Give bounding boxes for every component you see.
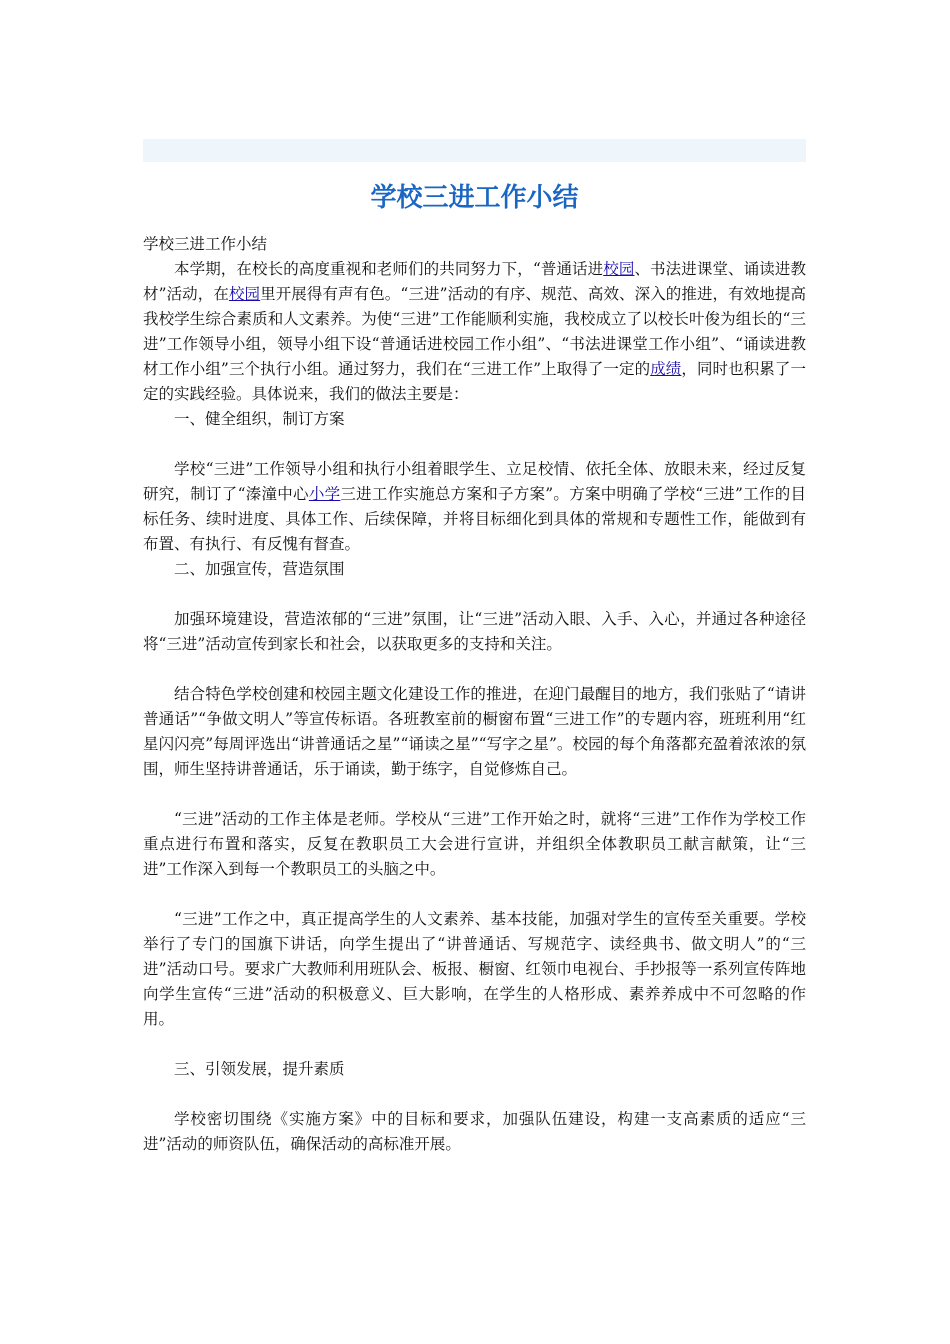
paragraph-slogans: 结合特色学校创建和校园主题文化建设工作的推进，在迎门最醒目的地方，我们张贴了“请讲普通话”“争做文明人”等宣传标语。各班教室前的橱窗布置“三进工作”的专题内容，班班利用“红星闪闪亮”每周评选出“讲普通话之星”“诵读之星”“写字之星”。校园的每个角落都充盈着浓浓的氛围，师生坚持讲普通话，乐于诵读，勤于练字，自觉修炼自己。 (143, 685, 806, 778)
link-campus[interactable]: 校园 (603, 260, 635, 278)
text-run: ，同时也积累了一定的实践经验。具体说来，我们的做法主要是： (143, 360, 806, 403)
text-run: 、书法进课堂、诵读进教材”活动，在 (143, 260, 806, 303)
text-run: 本学期，在校长的高度重视和老师们的共同努力下，“普通话进 (174, 260, 604, 278)
text-run: 学校“三进”工作领导小组和执行小组着眼学生、立足校情、依托全体、放眼未来，经过反复研究，制订了“溱潼中心 (143, 460, 806, 503)
text-run: 三进工作实施总方案和子方案”。方案中明确了学校“三进”工作的目标任务、续时进度、具体工作、后续保障，并将目标细化到具体的常规和专题性工作，能做到有布置、有执行、有反愧有督查。 (143, 485, 806, 553)
document-body (143, 232, 806, 1157)
paragraph-plan (143, 457, 806, 557)
link-achievements[interactable]: 成绩 (650, 360, 682, 378)
document-subtitle: 学校三进工作小结 (143, 235, 268, 253)
section-heading-3: 三、引领发展，提升素质 (174, 1060, 345, 1078)
link-primary-school[interactable]: 小学 (308, 485, 341, 503)
paragraph-staff-building: 学校密切围绕《实施方案》中的目标和要求，加强队伍建设，构建一支高素质的适应“三进”活动的师资队伍，确保活动的高标准开展。 (143, 1110, 806, 1153)
link-campus-2[interactable]: 校园 (228, 285, 261, 303)
paragraph-environment: 加强环境建设，营造浓郁的“三进”氛围，让“三进”活动入眼、入手、入心，并通过各种途径将“三进”活动宣传到家长和社会，以获取更多的支持和关注。 (143, 610, 806, 653)
section-heading-1: 一、健全组织，制订方案 (174, 410, 345, 428)
paragraph-teachers: “三进”活动的工作主体是老师。学校从“三进”工作开始之时，就将“三进”工作作为学校工作重点进行布置和落实，反复在教职员工大会进行宣讲，并组织全体教职员工献言献策，让“三进”工作深入到每一个教职员工的头脑之中。 (143, 810, 806, 878)
paragraph-intro (143, 257, 806, 407)
text-run: 里开展得有声有色。“三进”活动的有序、规范、高效、深入的推进，有效地提高我校学生综合素质和人文素养。为使“三进”工作能顺利实施，我校成立了以校长叶俊为组长的“三进”工作领导小组，领导小组下设“普通话进校园工作小组”、“书法进课堂工作小组”、“诵读进教材工作小组”三个执行小组。通过努力，我们在“三进工作”上取得了一定的 (143, 285, 806, 378)
section-heading-2: 二、加强宣传，营造氛围 (174, 560, 345, 578)
top-banner-bar (143, 139, 806, 162)
document-title: 学校三进工作小结 (370, 183, 579, 213)
paragraph-students: “三进”工作之中，真正提高学生的人文素养、基本技能，加强对学生的宣传至关重要。学校举行了专门的国旗下讲话，向学生提出了“讲普通话、写规范字、读经典书、做文明人”的“三进”活动口号。要求广大教师利用班队会、板报、橱窗、红领巾电视台、手抄报等一系列宣传阵地向学生宣传“三进”活动的积极意义、巨大影响，在学生的人格形成、素养养成中不可忽略的作用。 (143, 910, 806, 1028)
